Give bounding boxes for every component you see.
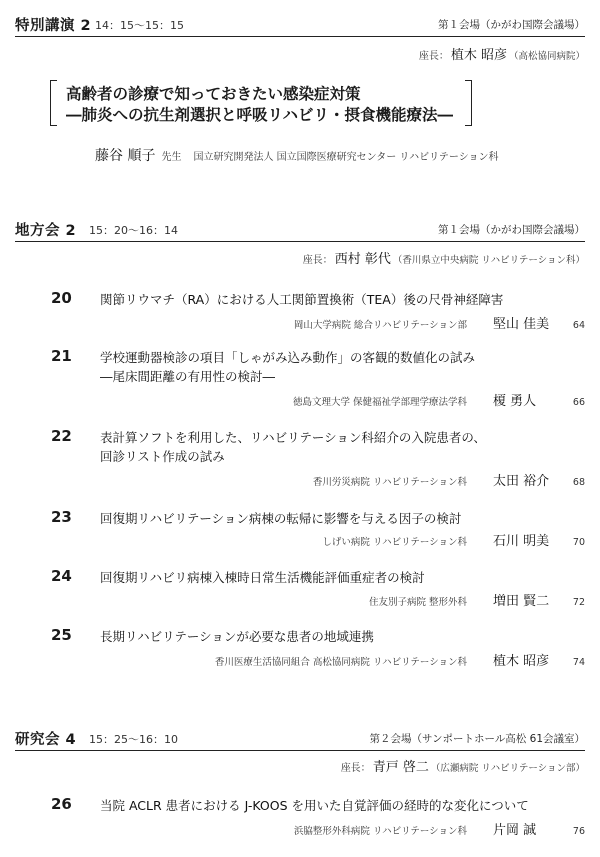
section-time: 14：15〜15：15 xyxy=(95,19,184,32)
entry-meta xyxy=(294,313,585,332)
entry-author: 石川 明美 xyxy=(493,534,550,549)
section-title: 地方会 2 xyxy=(15,223,77,239)
entry-number: 24 xyxy=(51,567,72,585)
chair-label: 座長： xyxy=(418,51,449,62)
section-kenkyukai xyxy=(15,728,585,775)
chair-label: 座長： xyxy=(302,255,333,266)
entry-page: 72 xyxy=(572,597,585,608)
entry-author: 太田 裕介 xyxy=(493,474,550,489)
entry-meta xyxy=(322,530,585,549)
chair-affiliation: （香川県立中央病院 リハビリテーション科） xyxy=(392,255,585,266)
entry-title-line: 長期リハビリテーションが必要な患者の地域連携 xyxy=(100,629,374,644)
entry-author: 植木 昭彦 xyxy=(493,654,550,669)
section-chihokai xyxy=(15,219,585,267)
chair-line xyxy=(419,44,585,63)
entry-affiliation: 浜脇整形外科病院 リハビリテーション科 xyxy=(293,826,467,837)
entry-meta xyxy=(369,590,585,609)
speaker-line xyxy=(95,145,499,165)
entry-title xyxy=(100,509,461,528)
entry-page: 64 xyxy=(572,320,585,331)
entry-title-line: 回復期リハビリ病棟入棟時日常生活機能評価重症者の検討 xyxy=(100,570,425,585)
entry-meta xyxy=(294,819,585,838)
chair-label: 座長： xyxy=(340,763,371,774)
lecture-title-main: 高齢者の診療で知っておきたい感染症対策 xyxy=(66,84,361,103)
section-venue: 第１会場（かがわ国際会議場） xyxy=(438,224,585,236)
entry-affiliation: 徳島文理大学 保健福祉学部理学療法学科 xyxy=(292,397,467,408)
entry-subtitle-line: 回診リスト作成の試み xyxy=(100,449,225,464)
left-bracket xyxy=(50,80,57,126)
entry-meta xyxy=(313,470,585,489)
entry-title-line: 回復期リハビリテーション病棟の転帰に影響を与える因子の検討 xyxy=(100,511,462,526)
section-header xyxy=(15,219,585,242)
lecture-title-block xyxy=(50,80,472,128)
entry-page: 66 xyxy=(572,397,585,408)
chair-name: 西村 彰代 xyxy=(334,252,391,267)
speaker-name: 藤谷 順子 xyxy=(95,148,156,164)
entry-number: 26 xyxy=(51,795,72,813)
entry-page: 76 xyxy=(572,826,585,837)
entry-title xyxy=(100,796,529,815)
entry-meta xyxy=(293,390,585,409)
entry-affiliation: 岡山大学病院 総合リハビリテーション部 xyxy=(293,320,467,331)
chair-affiliation: （広瀬病院 リハビリテーション部） xyxy=(430,763,585,774)
entry-title-line: 表計算ソフトを利用した、リハビリテーション科紹介の入院患者の、 xyxy=(100,430,486,445)
entry-title xyxy=(100,348,475,386)
entry-page: 70 xyxy=(572,537,585,548)
entry-author: 片岡 誠 xyxy=(493,823,537,838)
entry-affiliation: 香川労災病院 リハビリテーション科 xyxy=(312,477,467,488)
entry-number: 23 xyxy=(51,508,72,526)
entry-affiliation: 香川医療生活協同組合 高松協同病院 リハビリテーション科 xyxy=(214,657,467,668)
entry-affiliation: しげい病院 リハビリテーション科 xyxy=(322,537,467,548)
lecture-title xyxy=(66,83,453,125)
chair-name: 植木 昭彦 xyxy=(450,48,507,63)
entry-title xyxy=(100,568,425,587)
chair-line xyxy=(303,248,585,267)
right-bracket xyxy=(465,80,472,126)
entry-title-line: 当院 ACLR 患者における J-KOOS を用いた自覚評価の経時的な変化について xyxy=(100,798,529,813)
section-venue: 第１会場（かがわ国際会議場） xyxy=(438,19,585,31)
entry-author: 榎 勇人 xyxy=(493,394,537,409)
chair-line xyxy=(341,756,585,775)
section-title: 研究会 4 xyxy=(15,732,77,748)
speaker-affiliation: 国立研究開発法人 国立国際医療研究センター リハビリテーション科 xyxy=(193,152,499,163)
entry-number: 20 xyxy=(51,289,72,307)
chair-name: 青戸 啓二 xyxy=(372,760,429,775)
section-time: 15：25〜16：10 xyxy=(89,733,178,746)
section-special-lecture xyxy=(15,14,585,63)
lecture-subtitle: ―肺炎への抗生剤選択と呼吸リハビリ・摂食機能療法― xyxy=(66,105,454,124)
entry-number: 21 xyxy=(51,347,72,365)
section-venue: 第２会場（サンポートホール高松 61会議室） xyxy=(369,733,585,745)
entry-title-line: 学校運動器検診の項目「しゃがみ込み動作」の客観的数値化の試み xyxy=(100,350,476,365)
speaker-title: 先生 xyxy=(161,152,182,163)
entry-meta xyxy=(215,650,585,669)
entry-author: 増田 賢二 xyxy=(493,594,550,609)
entry-page: 74 xyxy=(572,657,585,668)
section-header xyxy=(15,728,585,751)
entry-number: 25 xyxy=(51,626,72,644)
section-title: 特別講演 2 xyxy=(15,18,92,34)
entry-title xyxy=(100,428,486,466)
entry-title-line: 関節リウマチ（RA）における人工関節置換術（TEA）後の尺骨神経障害 xyxy=(100,292,504,307)
entry-title xyxy=(100,627,374,646)
entry-title xyxy=(100,290,503,309)
entry-author: 堅山 佳美 xyxy=(493,317,550,332)
entry-affiliation: 住友別子病院 整形外科 xyxy=(368,597,467,608)
section-header xyxy=(15,14,585,37)
chair-affiliation: （高松協同病院） xyxy=(508,51,585,62)
entry-page: 68 xyxy=(572,477,585,488)
section-time: 15：20〜16：14 xyxy=(89,224,178,237)
entry-subtitle-line: ―尾床間距離の有用性の検討― xyxy=(100,369,276,384)
entry-number: 22 xyxy=(51,427,72,445)
